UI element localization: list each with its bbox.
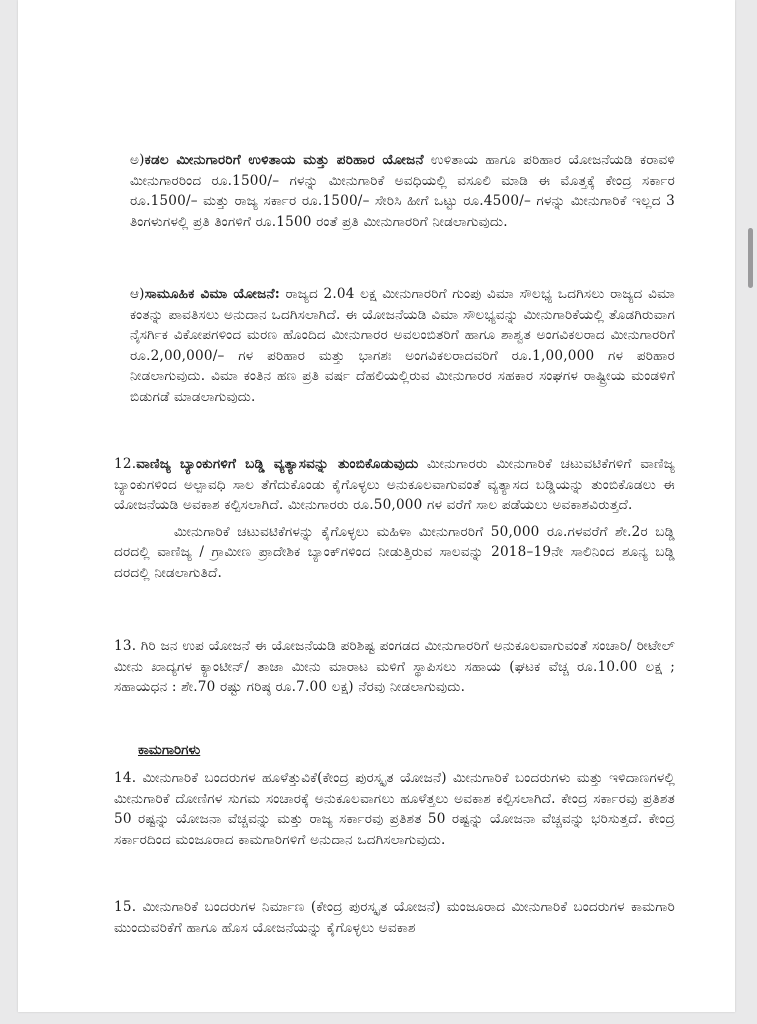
section-a-text: ಉಳಿತಾಯ ಹಾಗೂ ಪರಿಹಾರ ಯೋಜನೆಯಡಿ ಕರಾವಳಿ ಮೀನುಗಾರರಿಂದ ರೂ.1500/– ಗಳನ್ನು ಮೀನುಗಾರಿಕೆ ಅವಧಿಯಲ್ಲಿ ವಸೂಲಿ ಮಾಡಿ ಈ ಮೊತ್ತಕ್ಕೆ ಕೇಂದ್ರ ಸರ್ಕಾರ ರೂ.1500/– ಮತ್ತು ರಾಜ್ಯ ಸರ್ಕಾರ ರೂ.1500/– ಸೇರಿಸಿ ಹೀಗೆ ಒಟ್ಟು ರೂ.4500/– ಗಳನ್ನು ಮೀನುಗಾರಿಕೆ ಇಲ್ಲದ 3 ತಿಂಗಳುಗಳಲ್ಲಿ ಪ್ರತಿ ತಿಂಗಳಿಗೆ ರೂ.1500 ರಂತೆ ಪ್ರತಿ ಮೀನುಗಾರರಿಗೆ ನೀಡಲಾಗುವುದು.: [130, 152, 675, 230]
section-12: [114, 454, 675, 619]
works-heading: ಕಾಮಗಾರಿಗಳು: [138, 742, 201, 758]
section-aa-marker: ಆ): [130, 286, 145, 302]
scrollbar-thumb[interactable]: [748, 228, 753, 288]
section-14-marker: 14.: [114, 770, 137, 786]
section-14: [114, 768, 675, 886]
section-13-text: ಗಿರಿ ಜನ ಉಪ ಯೋಜನೆ ಈ ಯೋಜನೆಯಡಿ ಪರಿಶಿಷ್ಟ ಪಂಗಡದ ಮೀನುಗಾರರಿಗೆ ಅನುಕೂಲವಾಗುವಂತೆ ಸಂಚಾರಿ/ ರೀಟೇಲ್ ಮೀನು ಖಾದ್ಯಗಳ ಕ್ಯಾಂಟೀನ್/ ತಾಜಾ ಮೀನು ಮಾರಾಟ ಮಳಿಗೆ ಸ್ಥಾಪಿಸಲು ಸಹಾಯ (ಘಟಕ ವೆಚ್ಚ ರೂ.10.00 ಲಕ್ಷ ; ಸಹಾಯಧನ : ಶೇ.70 ರಷ್ಟು ಗರಿಷ್ಠ ರೂ.7.00 ಲಕ್ಷ) ನೆರವು ನೀಡಲಾಗುವುದು.: [114, 638, 675, 695]
section-13: [114, 636, 675, 720]
section-15-marker: 15.: [114, 899, 137, 915]
section-a-title: ಕಡಲ ಮೀನುಗಾರರಿಗೆ ಉಳಿತಾಯ ಮತ್ತು ಪರಿಹಾರ ಯೋಜನೆ: [144, 152, 424, 168]
section-12-text: ಮೀನುಗಾರರು ಮೀನುಗಾರಿಕೆ ಚಟುವಟಿಕೆಗಳಿಗೆ ವಾಣಿಜ್ಯ ಬ್ಯಾಂಕುಗಳಿಂದ ಅಲ್ಪಾವಧಿ ಸಾಲ ತೆಗೆದುಕೊಂಡು ಕೈಗೊಳ್ಳಲು ಅನುಕೂಲವಾಗುವಂತೆ ವ್ಯತ್ಯಾಸದ ಬಡ್ಡಿಯನ್ನು ತುಂಬಿಕೊಡಲು ಈ ಯೋಜನೆಯಡಿ ಅವಕಾಶ ಕಲ್ಪಿಸಲಾಗಿದೆ. ಮೀನುಗಾರರು ರೂ.50,000 ಗಳ ವರೆಗೆ ಸಾಲ ಪಡೆಯಲು ಅವಕಾಶವಿರುತ್ತದೆ.: [114, 456, 675, 513]
section-15: [114, 897, 675, 943]
section-aa: [130, 284, 675, 436]
section-15-text: ಮೀನುಗಾರಿಕೆ ಬಂದರುಗಳ ನಿರ್ಮಾಣ (ಕೇಂದ್ರ ಪುರಸ್ಕೃತ ಯೋಜನೆ) ಮಂಜೂರಾದ ಮೀನುಗಾರಿಕೆ ಬಂದರುಗಳ ಕಾಮಗಾರಿ ಮುಂದುವರಿಕೆಗೆ ಹಾಗೂ ಹೊಸ ಯೋಜನೆಯನ್ನು ಕೈಗೊಳ್ಳಲು ಅವಕಾಶ: [114, 899, 675, 936]
section-a: [130, 150, 675, 268]
section-13-marker: 13.: [114, 638, 137, 654]
section-aa-title: ಸಾಮೂಹಿಕ ವಿಮಾ ಯೋಜನೆ:: [144, 286, 280, 302]
section-14-text: ಮೀನುಗಾರಿಕೆ ಬಂದರುಗಳ ಹೂಳೆತ್ತುವಿಕೆ(ಕೇಂದ್ರ ಪುರಸ್ಕೃತ ಯೋಜನೆ) ಮೀನುಗಾರಿಕೆ ಬಂದರುಗಳು ಮತ್ತು ಇಳಿದಾಣಗಳಲ್ಲಿ ಮೀನುಗಾರಿಕೆ ದೋಣಿಗಳ ಸುಗಮ ಸಂಚಾರಕ್ಕೆ ಅನುಕೂಲವಾಗಲು ಹೂಳೆತ್ತಲು ಅವಕಾಶ ಕಲ್ಪಿಸಲಾಗಿದೆ. ಕೇಂದ್ರ ಸರ್ಕಾರವು ಪ್ರತಿಶತ 50 ರಷ್ಟನ್ನು ಯೋಜನಾ ವೆಚ್ಚವನ್ನು ಮತ್ತು ರಾಜ್ಯ ಸರ್ಕಾರವು ಪ್ರತಿಶತ 50 ರಷ್ಟನ್ನು ಯೋಜನಾ ವೆಚ್ಚವನ್ನು ಭರಿಸುತ್ತದೆ. ಕೇಂದ್ರ ಸರ್ಕಾರದಿಂದ ಮಂಜೂರಾದ ಕಾಮಗಾರಿಗಳಿಗೆ ಅನುದಾನ ಒದಗಿಸಲಾಗುವುದು.: [114, 770, 675, 848]
section-aa-text: ರಾಜ್ಯದ 2.04 ಲಕ್ಷ ಮೀನುಗಾರರಿಗೆ ಗುಂಪು ವಿಮಾ ಸೌಲಭ್ಯ ಒದಗಿಸಲು ರಾಜ್ಯದ ವಿಮಾ ಕಂತನ್ನು ಪಾವತಿಸಲು ಅನುದಾನ ಒದಗಿಸಲಾಗಿದೆ. ಈ ಯೋಜನೆಯಡಿ ವಿಮಾ ಸೌಲಭ್ಯವನ್ನು ಮೀನುಗಾರಿಕೆಯಲ್ಲಿ ತೊಡಗಿರುವಾಗ ನೈಸರ್ಗಿಕ ವಿಕೋಪಗಳಿಂದ ಮರಣ ಹೊಂದಿದ ಮೀನುಗಾರರ ಅವಲಂಬಿತರಿಗೆ ಹಾಗೂ ಶಾಶ್ವತ ಅಂಗವಿಕಲರಾದ ಮೀನುಗಾರರಿಗೆ ರೂ.2,00,000/– ಗಳ ಪರಿಹಾರ ಮತ್ತು ಭಾಗಶಃ ಅಂಗವಿಕಲರಾದವರಿಗೆ ರೂ.1,00,000 ಗಳ ಪರಿಹಾರ ನೀಡಲಾಗುವುದು. ವಿಮಾ ಕಂತಿನ ಹಣ ಪ್ರತಿ ವರ್ಷ ದೆಹಲಿಯಲ್ಲಿರುವ ಮೀನುಗಾರರ ಸಹಕಾರ ಸಂಘಗಳ ರಾಷ್ಟ್ರೀಯ ಮಂಡಳಿಗೆ ಬಿಡುಗಡೆ ಮಾಡಲಾಗುವುದು.: [130, 286, 675, 405]
section-a-marker: ಅ): [130, 152, 145, 168]
section-12-title: ವಾಣಿಜ್ಯ ಬ್ಯಾಂಕುಗಳಿಗೆ ಬಡ್ಡಿ ವ್ಯತ್ಯಾಸವನ್ನು ತುಂಬಿಕೊಡುವುದು: [136, 456, 419, 472]
document-page: [18, 0, 735, 1012]
section-12-marker: 12.: [114, 456, 137, 472]
section-12-paragraph-2: ಮೀನುಗಾರಿಕೆ ಚಟುವಟಿಕೆಗಳನ್ನು ಕೈಗೊಳ್ಳಲು ಮಹಿಳಾ ಮೀನುಗಾರರಿಗೆ 50,000 ರೂ.ಗಳವರೆಗೆ ಶೇ.2ರ ಬಡ್ಡಿ ದರದಲ್ಲಿ ವಾಣಿಜ್ಯ / ಗ್ರಾಮೀಣ ಪ್ರಾದೇಶಿಕ ಬ್ಯಾಂಕ್‌ಗಳಿಂದ ನೀಡುತ್ತಿರುವ ಸಾಲವನ್ನು 2018–19ನೇ ಸಾಲಿನಿಂದ ಶೂನ್ಯ ಬಡ್ಡಿ ದರದಲ್ಲಿ ನೀಡಲಾಗುತಿದೆ.: [114, 523, 675, 581]
